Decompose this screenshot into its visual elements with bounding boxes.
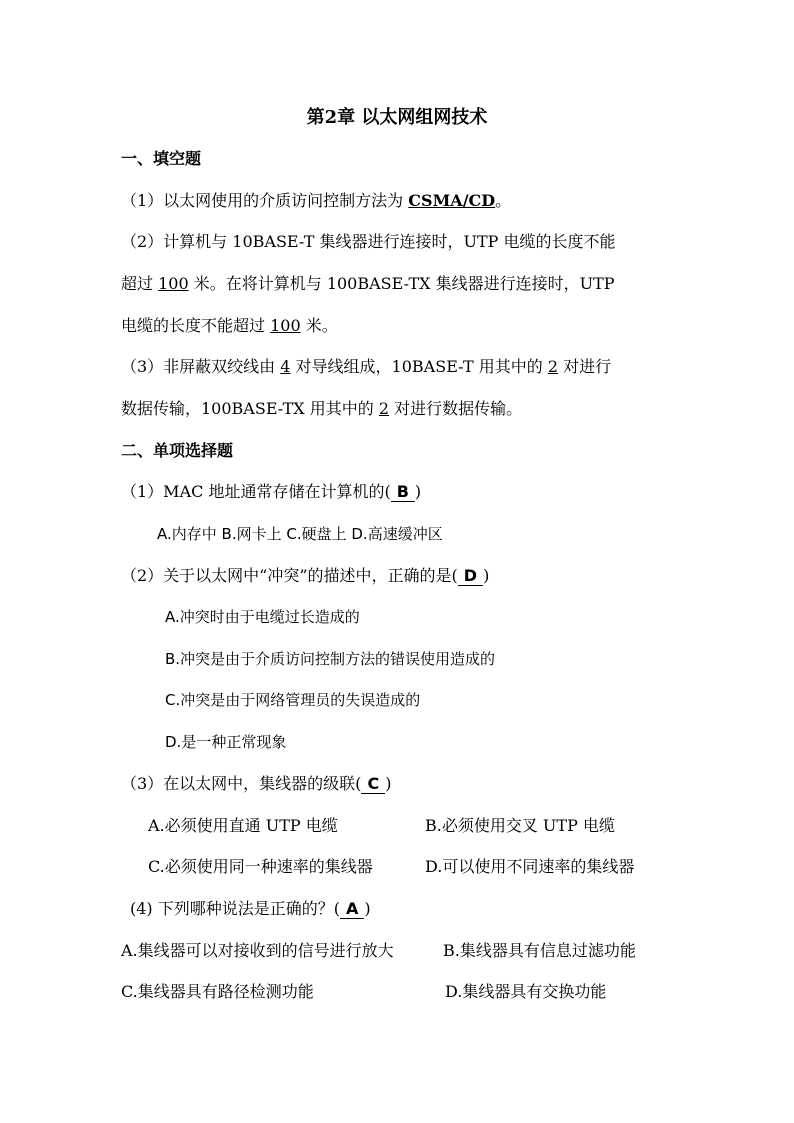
fill-question-1 xyxy=(121,191,511,211)
choice-question-4 xyxy=(130,899,371,919)
fill-q2-answer-1: 100 xyxy=(158,274,189,293)
choice-q4-option-c: C.集线器具有路径检测功能 xyxy=(121,982,314,1001)
choice-q3-answer: C xyxy=(361,775,385,794)
choice-q3-option-a: A.必须使用直通 UTP 电缆 xyxy=(148,816,338,835)
fill-q3-text-b: 对导线组成，10BASE-T 用其中的 xyxy=(290,357,548,376)
choice-q4-option-d: D.集线器具有交换功能 xyxy=(445,982,607,1001)
choice-q1-close: ) xyxy=(414,482,422,501)
choice-q3-option-c: C.必须使用同一种速率的集线器 xyxy=(148,857,373,876)
choice-q2-option-d: D.是一种正常现象 xyxy=(165,733,287,751)
fill-q3-answer-2: 2 xyxy=(547,357,559,376)
choice-q2-answer: D xyxy=(458,567,483,586)
choice-question-3 xyxy=(121,774,391,794)
choice-q4-option-a: A.集线器可以对接收到的信号进行放大 xyxy=(121,941,394,960)
choice-q4-stem: (4) 下列哪种说法是正确的？( xyxy=(130,899,340,918)
choice-q1-options: A.内存中 B.网卡上 C.硬盘上 D.高速缓冲区 xyxy=(157,525,443,543)
fill-q3-answer-1: 4 xyxy=(280,357,291,376)
choice-q2-stem: （2）关于以太网中“冲突”的描述中，正确的是( xyxy=(121,566,458,585)
fill-question-2-line3 xyxy=(121,316,338,336)
section-heading-fill-blank: 一、填空题 xyxy=(121,149,202,168)
fill-q2-answer-2: 100 xyxy=(270,316,301,335)
choice-q2-option-b: B.冲突是由于介质访问控制方法的错误使用造成的 xyxy=(165,650,496,668)
fill-q3-text-e: 对进行数据传输。 xyxy=(389,399,523,418)
choice-q4-answer: A xyxy=(340,900,364,919)
fill-q1-end: 。 xyxy=(495,191,512,210)
choice-q3-stem: （3）在以太网中，集线器的级联( xyxy=(121,774,362,793)
fill-q1-answer: CSMA/CD xyxy=(408,191,496,210)
fill-q2-text-d: 米。 xyxy=(300,316,338,335)
fill-question-3-line1 xyxy=(121,357,611,377)
fill-q3-text-d: 数据传输，100BASE-TX 用其中的 xyxy=(121,399,379,418)
choice-q3-close: ) xyxy=(385,774,392,793)
fill-question-3-line2 xyxy=(121,399,522,419)
fill-q1-text: （1）以太网使用的介质访问控制方法为 xyxy=(121,191,409,210)
fill-q2-text-a: 超过 xyxy=(121,274,159,293)
fill-question-2-line2 xyxy=(121,274,615,294)
fill-q3-answer-3: 2 xyxy=(378,399,390,418)
chapter-title: 第2章 以太网组网技术 xyxy=(306,107,488,128)
choice-question-2 xyxy=(121,566,489,586)
fill-q2-text-b: 米。在将计算机与 100BASE-TX 集线器进行连接时，UTP xyxy=(188,274,615,293)
choice-q1-answer: B xyxy=(391,483,415,502)
choice-q3-option-b: B.必须使用交叉 UTP 电缆 xyxy=(425,816,615,835)
choice-q4-close: ) xyxy=(364,899,371,918)
choice-q3-option-d: D.可以使用不同速率的集线器 xyxy=(425,857,635,876)
fill-question-2-line1: （2）计算机与 10BASE-T 集线器进行连接时，UTP 电缆的长度不能 xyxy=(121,232,616,251)
choice-q2-option-c: C.冲突是由于网络管理员的失误造成的 xyxy=(165,691,421,709)
choice-q1-stem: （1）MAC 地址通常存储在计算机的( xyxy=(121,482,391,501)
choice-q2-close: ) xyxy=(483,566,490,585)
choice-q2-option-a: A.冲突时由于电缆过长造成的 xyxy=(165,608,360,626)
choice-q4-option-b: B.集线器具有信息过滤功能 xyxy=(443,941,636,960)
fill-q2-text-c: 电缆的长度不能超过 xyxy=(121,316,271,335)
fill-q3-text-a: （3）非屏蔽双绞线由 xyxy=(121,357,281,376)
choice-question-1 xyxy=(121,482,421,502)
fill-q3-text-c: 对进行 xyxy=(558,357,612,376)
section-heading-single-choice: 二、单项选择题 xyxy=(121,441,234,460)
